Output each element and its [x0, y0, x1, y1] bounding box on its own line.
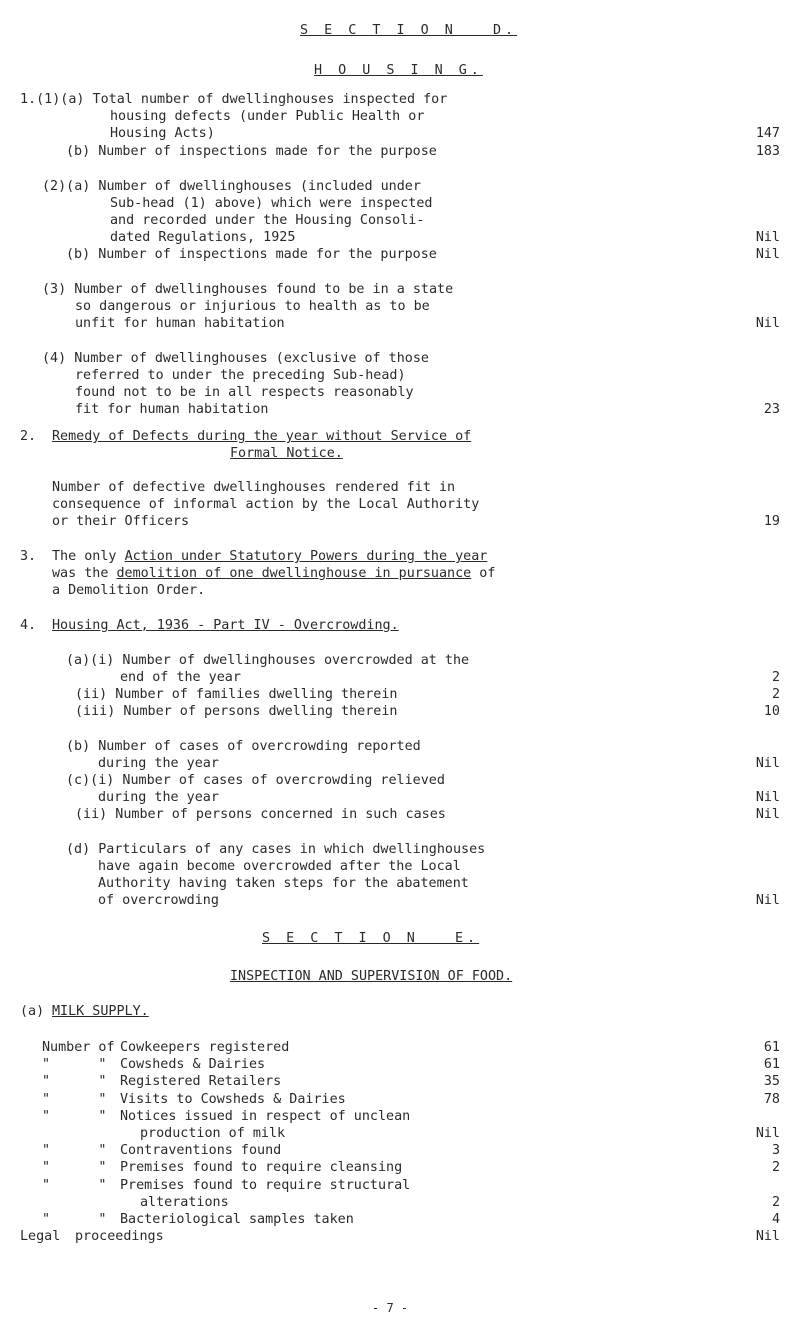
item4-c1-value: Nil [755, 790, 780, 805]
item2-text-line2: consequence of informal action by the Local Authority [52, 497, 480, 512]
item4-b-value: Nil [755, 756, 780, 771]
milk-row-label: Premises found to require cleansing [120, 1160, 403, 1175]
milk-label: (a) [20, 1004, 45, 1019]
item4-a2-text: (ii) Number of families dwelling therein [75, 687, 398, 702]
milk-row-prefix: " " [42, 1143, 107, 1158]
item4-a2-value: 2 [771, 687, 780, 702]
item1-4-line3: found not to be in all respects reasonably [75, 385, 414, 400]
item3-line1-plain: The only [52, 549, 125, 564]
section-d-subtitle: H O U S I N G. [314, 63, 483, 78]
item2-number: 2. [20, 429, 37, 444]
item4-a1-value: 2 [771, 670, 780, 685]
item3-line2-tail: of [471, 566, 496, 581]
milk-row-prefix: " " [42, 1074, 107, 1089]
item2-value: 19 [763, 514, 780, 529]
item1-4-line2: referred to under the preceding Sub-head) [75, 368, 406, 383]
item2-heading-line1: Remedy of Defects during the year without Service of [52, 429, 472, 444]
item3-line3: a Demolition Order. [52, 583, 206, 598]
item4-a3-text: (iii) Number of persons dwelling therein [75, 704, 398, 719]
item4-c2-text: (ii) Number of persons concerned in such cases [75, 807, 446, 822]
item1-3-line2: so dangerous or injurious to health as to be [75, 299, 430, 314]
milk-row-value: 2 [771, 1195, 780, 1210]
item1a-line3: Housing Acts) [110, 126, 215, 141]
milk-row-value: 4 [771, 1212, 780, 1227]
milk-row-label: Visits to Cowsheds & Dairies [120, 1092, 346, 1107]
item2-text-line1: Number of defective dwellinghouses rendered fit in [52, 480, 456, 495]
item1b-value: 183 [755, 144, 780, 159]
milk-row-value: Nil [755, 1126, 780, 1141]
item4-d-line3: Authority having taken steps for the abatement [98, 876, 469, 891]
milk-row-label: proceedings [75, 1229, 164, 1244]
item4-heading: Housing Act, 1936 - Part IV - Overcrowding. [52, 618, 399, 633]
milk-row-value: 35 [763, 1074, 780, 1089]
milk-row-prefix: " " [42, 1160, 107, 1175]
milk-row-label: Contraventions found [120, 1143, 282, 1158]
milk-row-prefix: " " [42, 1057, 107, 1072]
item4-d-line4: of overcrowding [98, 893, 219, 908]
item4-a3-value: 10 [763, 704, 780, 719]
milk-row-prefix: " " [42, 1212, 107, 1227]
milk-row-value: 61 [763, 1057, 780, 1072]
item2-heading-line2: Formal Notice. [230, 446, 343, 461]
milk-row-label: Notices issued in respect of unclean [120, 1109, 411, 1124]
item4-c1-line1: (c)(i) Number of cases of overcrowding relieved [66, 773, 445, 788]
item4-d-value: Nil [755, 893, 780, 908]
milk-row-value: 61 [763, 1040, 780, 1055]
item1b-text: (b) Number of inspections made for the purpose [66, 144, 437, 159]
milk-row-prefix: Legal [20, 1229, 61, 1244]
milk-row-prefix: " " [42, 1109, 107, 1124]
item1-4-line4: fit for human habitation [75, 402, 269, 417]
section-e-title: S E C T I O N E. [262, 931, 480, 946]
item1-2a-line4: dated Regulations, 1925 [110, 230, 296, 245]
milk-row-label: alterations [140, 1195, 229, 1210]
section-e-subtitle: INSPECTION AND SUPERVISION OF FOOD. [230, 969, 513, 984]
item1a-line2: housing defects (under Public Health or [110, 109, 425, 124]
item4-d-line1: (d) Particulars of any cases in which dwellinghouses [66, 842, 486, 857]
milk-row-label: Premises found to require structural [120, 1178, 411, 1193]
item1-2a-value: Nil [755, 230, 780, 245]
milk-row-value: 2 [771, 1160, 780, 1175]
item3-line2-underlined: demolition of one dwellinghouse in pursuance [116, 566, 472, 581]
item3-line1-underlined: Action under Statutory Powers during the year [124, 549, 488, 564]
milk-row-prefix: Number of [42, 1040, 115, 1055]
milk-row-label: Cowkeepers registered [120, 1040, 290, 1055]
milk-heading: MILK SUPPLY. [52, 1004, 149, 1019]
item1a-line1: 1.(1)(a) Total number of dwellinghouses inspected for [20, 92, 448, 107]
item1-2b-text: (b) Number of inspections made for the purpose [66, 247, 437, 262]
item1-4-line1: (4) Number of dwellinghouses (exclusive of those [42, 351, 429, 366]
item1-2b-value: Nil [755, 247, 780, 262]
item3-line2 [52, 565, 495, 582]
page-number: - 7 - [372, 1301, 409, 1315]
section-d-title: S E C T I O N D. [300, 23, 518, 38]
item1-3-line1: (3) Number of dwellinghouses found to be in a state [42, 282, 454, 297]
milk-row-value: Nil [755, 1229, 780, 1244]
item1-3-line3: unfit for human habitation [75, 316, 285, 331]
item4-a1-line1: (a)(i) Number of dwellinghouses overcrowded at the [66, 653, 470, 668]
milk-row-value: 3 [771, 1143, 780, 1158]
item1-2a-line2: Sub-head (1) above) which were inspected [110, 196, 433, 211]
item4-number: 4. [20, 618, 37, 633]
item1-2a-line1: (2)(a) Number of dwellinghouses (included under [42, 179, 421, 194]
item3-line2-plain: was the [52, 566, 117, 581]
item1-3-value: Nil [755, 316, 780, 331]
item1-2a-line3: and recorded under the Housing Consoli- [110, 213, 425, 228]
item4-d-line2: have again become overcrowded after the Local [98, 859, 461, 874]
milk-row-label: production of milk [140, 1126, 286, 1141]
item4-a1-line2: end of the year [120, 670, 241, 685]
item1a-value: 147 [755, 126, 780, 141]
milk-row-label: Cowsheds & Dairies [120, 1057, 266, 1072]
item4-b-line2: during the year [98, 756, 219, 771]
item4-c1-line2: during the year [98, 790, 219, 805]
item4-c2-value: Nil [755, 807, 780, 822]
milk-row-prefix: " " [42, 1178, 107, 1193]
item2-text-line3: or their Officers [52, 514, 190, 529]
milk-row-value: 78 [763, 1092, 780, 1107]
milk-row-label: Bacteriological samples taken [120, 1212, 354, 1227]
item4-b-line1: (b) Number of cases of overcrowding reported [66, 739, 421, 754]
item3-number: 3. [20, 549, 37, 564]
item3-line1 [52, 548, 487, 565]
milk-row-label: Registered Retailers [120, 1074, 282, 1089]
milk-row-prefix: " " [42, 1092, 107, 1107]
item1-4-value: 23 [763, 402, 780, 417]
